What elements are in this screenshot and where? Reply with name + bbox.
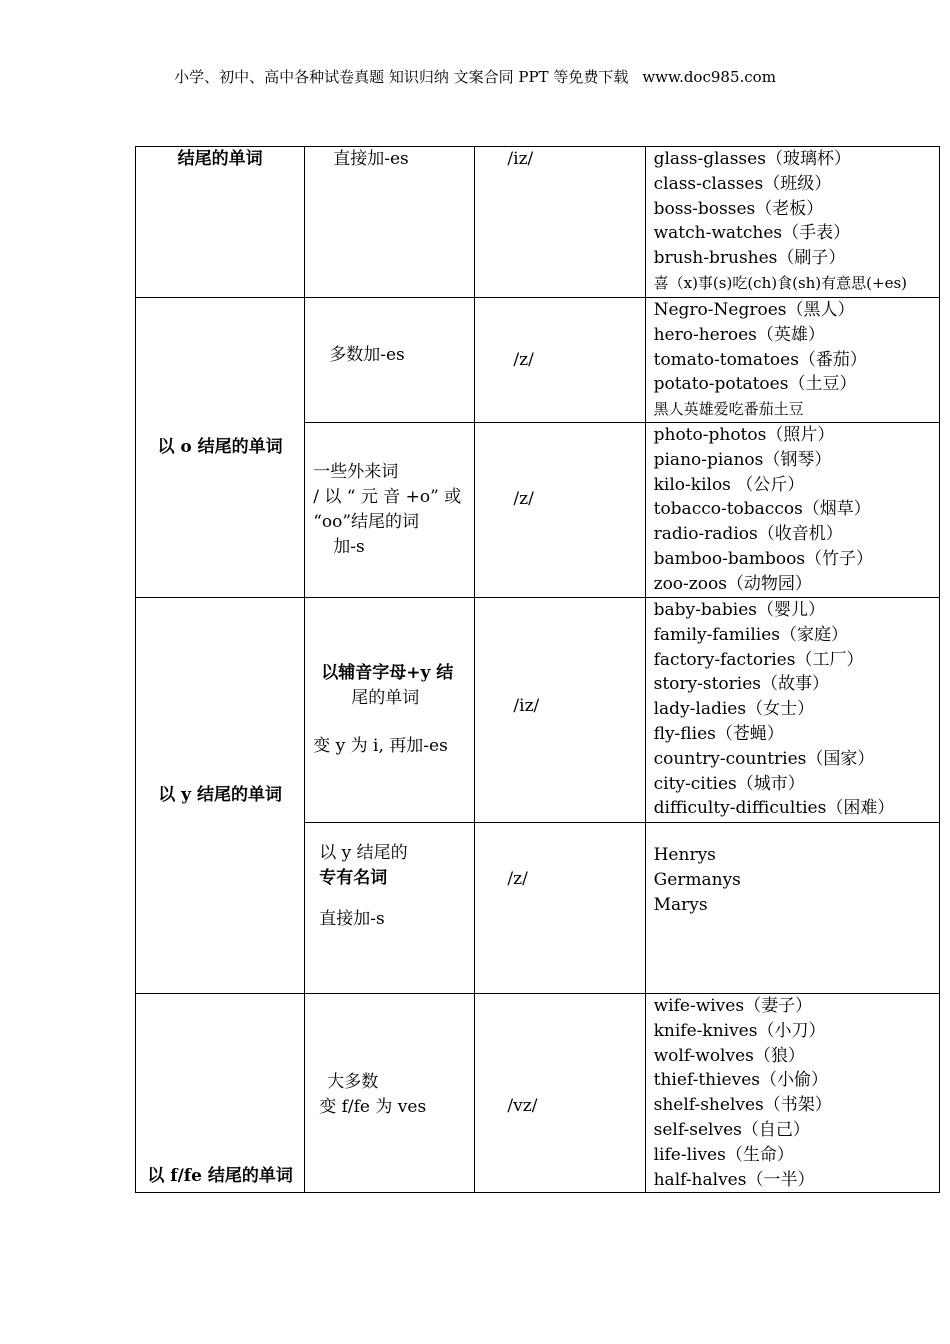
table-row — [136, 147, 940, 298]
sound-cell — [475, 598, 645, 823]
category-label: 以 y 结尾的单词 — [158, 785, 282, 806]
sound-label: /z/ — [507, 869, 528, 889]
example-item: Germanys — [653, 869, 741, 890]
rule-text: 直接加-es — [333, 149, 409, 169]
category-label: 结尾的单词 — [177, 149, 263, 169]
example-item: knife-knives（小刀） — [653, 1020, 826, 1041]
sound-label: /z/ — [513, 488, 534, 509]
example-item: bamboo-bamboos（竹子） — [653, 548, 874, 569]
mnemonic-note: 喜（x)事(s)吃(ch)食(sh)有意思(+es) — [653, 273, 907, 292]
example-item: piano-pianos（钢琴） — [653, 449, 832, 470]
rule-text: 直接加-s — [319, 908, 385, 929]
sound-label: /iz/ — [507, 149, 534, 169]
example-item: wife-wives（妻子） — [653, 996, 813, 1016]
example-item: thief-thieves（小偷） — [653, 1070, 828, 1091]
sound-cell — [475, 823, 645, 994]
sound-cell — [475, 147, 645, 298]
examples-cell — [645, 298, 939, 423]
rule-cell — [305, 598, 475, 823]
rule-text: 加-s — [333, 536, 365, 557]
example-item: lady-ladies（女士） — [653, 699, 815, 720]
category-label: 以 f/fe 结尾的单词 — [147, 1165, 293, 1186]
rule-text: “oo”结尾的词 — [313, 512, 420, 532]
example-item: hero-heroes（英雄） — [653, 324, 825, 345]
rule-text: 尾的单词 — [351, 687, 420, 708]
rule-text: 变 y 为 i, 再加-es — [313, 736, 448, 757]
rule-cell — [305, 298, 475, 423]
example-item: potato-potatoes（土豆） — [653, 374, 857, 395]
category-cell — [136, 147, 305, 298]
table-row — [136, 994, 940, 1193]
sound-label: /vz/ — [507, 1095, 538, 1116]
example-item: baby-babies（婴儿） — [653, 600, 825, 620]
example-item: Henrys — [653, 845, 716, 865]
example-item: photo-photos（照片） — [653, 425, 835, 445]
sound-label: /z/ — [513, 349, 534, 370]
examples-cell — [645, 598, 939, 823]
header-site: www.doc985.com — [642, 68, 776, 86]
rule-text: 以辅音字母+y 结 — [321, 662, 454, 683]
example-item: glass-glasses（玻璃杯） — [653, 149, 851, 169]
rule-text: 变 f/fe 为 ves — [319, 1097, 427, 1118]
sound-cell — [475, 994, 645, 1193]
example-item: radio-radios（收音机） — [653, 524, 843, 545]
example-item: kilo-kilos （公斤） — [653, 474, 805, 495]
example-item: half-halves（一半） — [653, 1169, 815, 1190]
category-label: 以 o 结尾的单词 — [157, 437, 283, 458]
example-item: factory-factories（工厂） — [653, 649, 864, 670]
rule-text: 大多数 — [327, 1072, 379, 1093]
plural-rules-table — [135, 146, 940, 1193]
example-item: boss-bosses（老板） — [653, 198, 824, 219]
example-item: tomato-tomatoes（番茄） — [653, 349, 867, 370]
rule-text: / 以 “ 元 音 +o” 或 — [313, 487, 462, 508]
example-item: Marys — [653, 894, 708, 915]
rule-text: 一些外来词 — [313, 462, 399, 483]
example-item: shelf-shelves（书架） — [653, 1095, 832, 1116]
examples-cell — [645, 147, 939, 298]
examples-cell — [645, 823, 939, 994]
table-row — [136, 298, 940, 423]
example-item: difficulty-difficulties（困难） — [653, 798, 895, 819]
category-cell — [136, 994, 305, 1193]
example-item: class-classes（班级） — [653, 173, 832, 194]
mnemonic-note: 黑人英雄爱吃番茄土豆 — [653, 400, 804, 419]
rule-cell — [305, 823, 475, 994]
rule-text: 专有名词 — [319, 867, 388, 888]
example-item: zoo-zoos（动物园） — [653, 573, 812, 594]
example-item: Negro-Negroes（黑人） — [653, 300, 855, 320]
rule-cell — [305, 147, 475, 298]
examples-cell — [645, 994, 939, 1193]
examples-cell — [645, 423, 939, 598]
example-item: city-cities（城市） — [653, 773, 805, 794]
sound-label: /iz/ — [513, 695, 540, 716]
example-item: tobacco-tobaccos（烟草） — [653, 499, 871, 520]
example-item: fly-flies（苍蝇） — [653, 723, 784, 744]
rule-text: 以 y 结尾的 — [319, 843, 408, 863]
page-header — [0, 66, 950, 87]
rule-text: 多数加-es — [329, 344, 405, 365]
sound-cell — [475, 298, 645, 423]
example-item: family-families（家庭） — [653, 624, 849, 645]
example-item: wolf-wolves（狼） — [653, 1045, 805, 1066]
header-text: 小学、初中、高中各种试卷真题 知识归纳 文案合同 PPT 等免费下载 — [174, 68, 629, 86]
rule-cell — [305, 423, 475, 598]
rule-cell — [305, 994, 475, 1193]
sound-cell — [475, 423, 645, 598]
category-cell — [136, 598, 305, 994]
example-item: country-countries（国家） — [653, 748, 875, 769]
example-item: self-selves（自己） — [653, 1119, 810, 1140]
example-item: watch-watches（手表） — [653, 223, 851, 244]
example-item: life-lives（生命） — [653, 1144, 794, 1165]
category-cell — [136, 298, 305, 598]
example-item: story-stories（故事） — [653, 674, 830, 695]
example-item: brush-brushes（刷子） — [653, 248, 846, 269]
table-row — [136, 598, 940, 823]
